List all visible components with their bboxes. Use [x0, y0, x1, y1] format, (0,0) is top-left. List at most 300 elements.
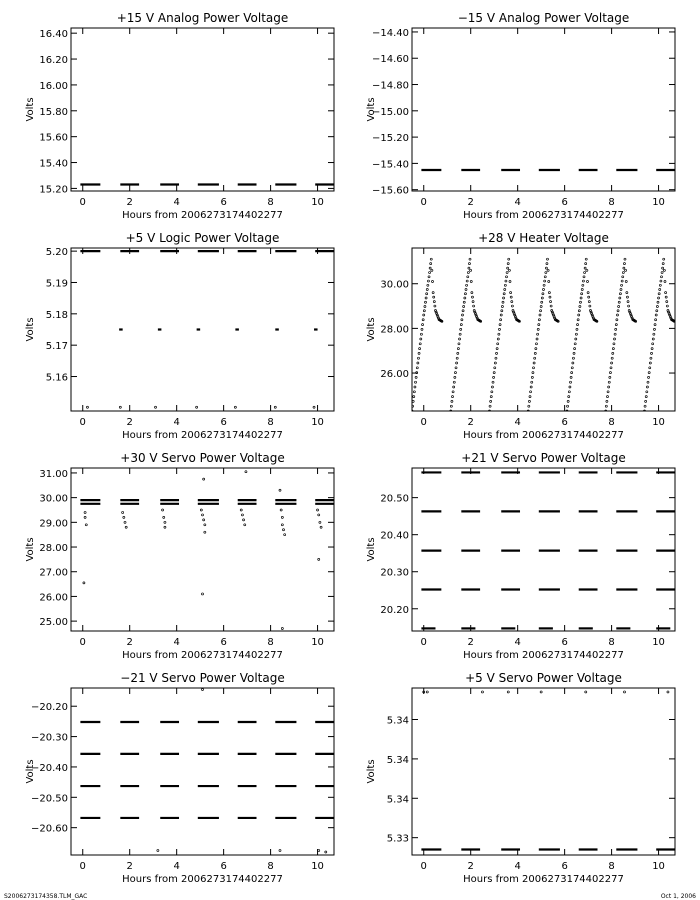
- y-tick-label: 20.30: [380, 567, 409, 579]
- x-tick-label: 6: [561, 861, 568, 872]
- data-point: [481, 691, 483, 693]
- data-point: [541, 297, 543, 299]
- x-tick-label: 4: [514, 417, 521, 428]
- data-point: [505, 280, 507, 282]
- x-tick-label: 8: [608, 637, 615, 648]
- data-point: [659, 289, 661, 291]
- x-tick-label: 8: [267, 861, 274, 872]
- data-point: [612, 352, 614, 354]
- data-point: [616, 314, 618, 316]
- data-point: [281, 524, 283, 526]
- data-point: [200, 509, 202, 511]
- y-tick-label: −15.40: [371, 159, 409, 171]
- data-point: [164, 526, 166, 528]
- data-point: [608, 381, 610, 383]
- data-point: [452, 396, 454, 398]
- y-tick-label: 30.00: [39, 493, 68, 505]
- data-point: [534, 352, 536, 354]
- y-tick-label: 5.34: [386, 794, 409, 806]
- data-point: [584, 272, 586, 274]
- data-point: [570, 381, 572, 383]
- data-point: [245, 471, 247, 473]
- data-point: [580, 297, 582, 299]
- data-point: [549, 296, 551, 298]
- data-point: [626, 296, 628, 298]
- chart-panel-3: [25, 231, 334, 441]
- data-point: [662, 267, 664, 269]
- x-tick-label: 4: [173, 197, 180, 208]
- y-tick-label: 5.34: [386, 715, 409, 727]
- x-tick-label: 4: [173, 417, 180, 428]
- data-point: [496, 352, 498, 354]
- plot-frame: [412, 248, 675, 411]
- data-point: [463, 306, 465, 308]
- data-point: [468, 267, 470, 269]
- y-tick-label: 26.00: [380, 369, 409, 381]
- data-point: [540, 691, 542, 693]
- data-point: [665, 296, 667, 298]
- data-point: [202, 593, 204, 595]
- y-axis-label: Volts: [366, 537, 377, 562]
- y-tick-label: 5.16: [45, 372, 68, 384]
- data-point: [202, 514, 204, 516]
- y-tick-label: 15.60: [39, 132, 68, 144]
- data-point: [452, 391, 454, 393]
- data-point: [577, 319, 579, 321]
- y-tick-label: 31.00: [39, 468, 68, 480]
- data-point: [572, 362, 574, 364]
- x-tick-label: 10: [311, 417, 324, 428]
- data-point: [582, 280, 584, 282]
- data-point: [533, 367, 535, 369]
- data-point: [533, 362, 535, 364]
- y-tick-label: 26.00: [39, 592, 68, 604]
- data-point: [589, 305, 591, 307]
- data-point: [281, 516, 283, 518]
- data-point: [605, 405, 607, 407]
- data-point: [644, 405, 646, 407]
- data-point: [457, 352, 459, 354]
- data-layer: [411, 258, 675, 412]
- data-point: [567, 400, 569, 402]
- data-point: [284, 534, 286, 536]
- data-point: [618, 301, 620, 303]
- y-tick-label: 5.34: [386, 754, 409, 766]
- y-axis-label: Volts: [25, 537, 36, 562]
- data-point: [584, 267, 586, 269]
- data-point: [511, 301, 513, 303]
- x-tick-label: 0: [420, 417, 427, 428]
- data-point: [320, 526, 322, 528]
- data-point: [507, 267, 509, 269]
- data-point: [652, 343, 654, 345]
- data-point: [162, 509, 164, 511]
- chart-title: −21 V Servo Power Voltage: [120, 671, 285, 685]
- data-point: [423, 310, 425, 312]
- data-point: [497, 338, 499, 340]
- chart-title: +5 V Logic Power Voltage: [125, 231, 280, 245]
- data-point: [471, 292, 473, 294]
- x-tick-label: 4: [173, 637, 180, 648]
- data-point: [454, 376, 456, 378]
- chart-title: +15 V Analog Power Voltage: [116, 11, 289, 25]
- data-point: [467, 272, 469, 274]
- data-point: [587, 292, 589, 294]
- data-layer: [80, 471, 334, 630]
- data-point: [313, 406, 315, 408]
- data-point: [653, 333, 655, 335]
- y-tick-label: 20.20: [380, 604, 409, 616]
- plot-frame: [412, 688, 675, 855]
- data-point: [535, 343, 537, 345]
- data-point: [657, 301, 659, 303]
- data-point: [585, 258, 587, 260]
- chart-panel-8: [366, 671, 675, 885]
- data-point: [609, 372, 611, 374]
- data-point: [585, 263, 587, 265]
- x-tick-label: 10: [652, 861, 665, 872]
- data-point: [537, 333, 539, 335]
- data-point: [494, 362, 496, 364]
- data-point: [280, 509, 282, 511]
- x-tick-label: 10: [311, 637, 324, 648]
- data-point: [164, 521, 166, 523]
- data-point: [429, 267, 431, 269]
- data-point: [157, 849, 159, 851]
- data-point: [656, 310, 658, 312]
- data-point: [283, 529, 285, 531]
- data-point: [664, 280, 666, 282]
- data-point: [425, 297, 427, 299]
- x-tick-label: 8: [267, 417, 274, 428]
- data-point: [491, 391, 493, 393]
- x-tick-label: 6: [220, 197, 227, 208]
- y-tick-label: −20.40: [30, 762, 68, 774]
- data-point: [528, 400, 530, 402]
- data-point: [651, 352, 653, 354]
- x-tick-label: 8: [608, 197, 615, 208]
- data-point: [496, 348, 498, 350]
- x-axis-label: Hours from 2006273174402277: [122, 210, 283, 221]
- data-point: [541, 301, 543, 303]
- data-point: [434, 305, 436, 307]
- y-tick-label: 20.40: [380, 530, 409, 542]
- chart-panel-7: [25, 671, 334, 885]
- data-point: [574, 343, 576, 345]
- data-point: [663, 269, 665, 271]
- data-point: [83, 582, 85, 584]
- data-point: [454, 372, 456, 374]
- data-point: [318, 849, 320, 851]
- data-point: [531, 381, 533, 383]
- data-point: [546, 258, 548, 260]
- data-point: [453, 386, 455, 388]
- data-point: [413, 396, 415, 398]
- x-tick-label: 10: [311, 861, 324, 872]
- x-axis-label: Hours from 2006273174402277: [463, 874, 624, 885]
- data-point: [84, 516, 86, 518]
- y-tick-label: 16.40: [39, 29, 68, 41]
- data-layer: [80, 689, 334, 853]
- x-tick-label: 0: [79, 197, 86, 208]
- x-axis-label: Hours from 2006273174402277: [463, 210, 624, 221]
- data-point: [243, 519, 245, 521]
- data-point: [507, 691, 509, 693]
- data-point: [545, 267, 547, 269]
- data-point: [578, 314, 580, 316]
- data-point: [539, 314, 541, 316]
- x-tick-label: 2: [467, 417, 474, 428]
- chart-title: +28 V Heater Voltage: [478, 231, 609, 245]
- y-axis-label: Volts: [25, 317, 36, 342]
- plot-frame: [412, 468, 675, 631]
- data-point: [125, 526, 127, 528]
- data-point: [424, 306, 426, 308]
- data-point: [582, 284, 584, 286]
- data-point: [650, 357, 652, 359]
- data-point: [645, 396, 647, 398]
- chart-panel-6: [366, 451, 675, 661]
- data-point: [612, 348, 614, 350]
- chart-title: +21 V Servo Power Voltage: [461, 451, 626, 465]
- data-point: [493, 372, 495, 374]
- data-point: [654, 324, 656, 326]
- data-point: [426, 691, 428, 693]
- data-point: [510, 296, 512, 298]
- data-point: [124, 521, 126, 523]
- x-tick-label: 10: [652, 197, 665, 208]
- plot-frame: [412, 28, 675, 191]
- data-point: [491, 386, 493, 388]
- data-point: [535, 348, 537, 350]
- footer-filename: S2006273174358.TLM_GAC: [4, 893, 88, 900]
- data-point: [530, 386, 532, 388]
- data-point: [508, 269, 510, 271]
- y-tick-label: −20.50: [30, 793, 68, 805]
- data-point: [494, 367, 496, 369]
- data-point: [427, 280, 429, 282]
- chart-panel-2: [366, 11, 675, 221]
- data-point: [568, 396, 570, 398]
- data-point: [574, 348, 576, 350]
- data-point: [465, 289, 467, 291]
- data-point: [625, 280, 627, 282]
- data-point: [607, 391, 609, 393]
- data-point: [451, 400, 453, 402]
- data-point: [647, 381, 649, 383]
- data-point: [456, 357, 458, 359]
- data-point: [319, 521, 321, 523]
- x-tick-label: 0: [420, 197, 427, 208]
- data-point: [583, 276, 585, 278]
- y-tick-label: −15.00: [371, 106, 409, 118]
- data-point: [279, 849, 281, 851]
- data-point: [318, 558, 320, 560]
- data-point: [509, 280, 511, 282]
- data-point: [578, 310, 580, 312]
- x-tick-label: 2: [467, 197, 474, 208]
- data-point: [511, 305, 513, 307]
- data-point: [660, 276, 662, 278]
- data-point: [577, 324, 579, 326]
- data-point: [469, 258, 471, 260]
- data-point: [461, 314, 463, 316]
- data-point: [498, 328, 500, 330]
- data-point: [666, 305, 668, 307]
- data-point: [620, 289, 622, 291]
- data-point: [581, 289, 583, 291]
- x-tick-label: 0: [79, 417, 86, 428]
- data-point: [538, 319, 540, 321]
- data-point: [550, 305, 552, 307]
- data-point: [86, 406, 88, 408]
- data-point: [572, 357, 574, 359]
- data-point: [203, 478, 205, 480]
- data-point: [240, 509, 242, 511]
- data-point: [432, 280, 434, 282]
- y-tick-label: 15.40: [39, 158, 68, 170]
- data-point: [646, 391, 648, 393]
- data-point: [456, 362, 458, 364]
- x-tick-label: 0: [420, 637, 427, 648]
- data-point: [586, 269, 588, 271]
- data-point: [618, 306, 620, 308]
- data-point: [501, 310, 503, 312]
- data-point: [420, 338, 422, 340]
- data-point: [467, 276, 469, 278]
- data-point: [621, 280, 623, 282]
- data-point: [432, 292, 434, 294]
- data-point: [579, 301, 581, 303]
- data-point: [655, 319, 657, 321]
- chart-title: −15 V Analog Power Voltage: [457, 11, 630, 25]
- data-point: [581, 293, 583, 295]
- chart-title: +30 V Servo Power Voltage: [120, 451, 285, 465]
- data-point: [623, 263, 625, 265]
- data-point: [460, 328, 462, 330]
- data-point: [430, 258, 432, 260]
- data-point: [503, 293, 505, 295]
- data-point: [428, 276, 430, 278]
- data-layer: [80, 251, 334, 408]
- data-point: [573, 352, 575, 354]
- data-point: [459, 333, 461, 335]
- data-point: [579, 306, 581, 308]
- footer-date: Oct 1, 2006: [660, 893, 696, 900]
- data-point: [615, 328, 617, 330]
- data-point: [662, 263, 664, 265]
- data-point: [418, 352, 420, 354]
- data-point: [616, 319, 618, 321]
- data-point: [614, 333, 616, 335]
- y-tick-label: 5.20: [45, 247, 68, 259]
- x-tick-label: 6: [220, 637, 227, 648]
- data-point: [501, 306, 503, 308]
- data-point: [419, 343, 421, 345]
- x-tick-label: 6: [561, 417, 568, 428]
- data-point: [506, 276, 508, 278]
- data-point: [492, 381, 494, 383]
- data-point: [544, 276, 546, 278]
- data-point: [502, 301, 504, 303]
- data-point: [658, 293, 660, 295]
- data-point: [617, 310, 619, 312]
- data-point: [495, 357, 497, 359]
- y-axis-label: Volts: [25, 97, 36, 122]
- data-point: [614, 338, 616, 340]
- data-point: [503, 297, 505, 299]
- y-tick-label: −15.20: [371, 133, 409, 145]
- data-point: [472, 301, 474, 303]
- data-point: [429, 272, 431, 274]
- x-tick-label: 10: [652, 417, 665, 428]
- y-tick-label: 5.19: [45, 278, 68, 290]
- x-tick-label: 8: [267, 637, 274, 648]
- data-point: [569, 386, 571, 388]
- data-point: [318, 514, 320, 516]
- data-point: [470, 269, 472, 271]
- x-tick-label: 2: [126, 861, 133, 872]
- data-point: [538, 324, 540, 326]
- data-point: [493, 376, 495, 378]
- data-point: [530, 391, 532, 393]
- data-point: [415, 381, 417, 383]
- y-tick-label: 25.00: [39, 617, 68, 629]
- data-point: [571, 372, 573, 374]
- x-tick-label: 6: [561, 637, 568, 648]
- data-point: [615, 324, 617, 326]
- data-point: [416, 367, 418, 369]
- data-point: [628, 305, 630, 307]
- data-point: [413, 391, 415, 393]
- data-point: [504, 284, 506, 286]
- plot-frame: [71, 248, 334, 411]
- y-tick-label: −20.60: [30, 823, 68, 835]
- x-axis-label: Hours from 2006273174402277: [122, 874, 283, 885]
- x-tick-label: 10: [652, 637, 665, 648]
- data-point: [422, 319, 424, 321]
- data-point: [585, 691, 587, 693]
- data-point: [461, 319, 463, 321]
- data-point: [497, 343, 499, 345]
- y-tick-label: 29.00: [39, 518, 68, 530]
- data-point: [588, 301, 590, 303]
- data-point: [431, 269, 433, 271]
- data-point: [661, 272, 663, 274]
- data-point: [464, 297, 466, 299]
- x-tick-label: 4: [514, 861, 521, 872]
- data-point: [619, 293, 621, 295]
- y-axis-label: Volts: [366, 759, 377, 784]
- data-point: [84, 511, 86, 513]
- data-point: [648, 372, 650, 374]
- data-point: [537, 328, 539, 330]
- data-point: [545, 272, 547, 274]
- data-point: [548, 280, 550, 282]
- data-point: [463, 301, 465, 303]
- chart-title: +5 V Servo Power Voltage: [465, 671, 622, 685]
- data-point: [498, 333, 500, 335]
- data-point: [459, 338, 461, 340]
- y-tick-label: 5.33: [386, 833, 409, 845]
- plot-frame: [71, 688, 334, 855]
- data-point: [412, 400, 414, 402]
- y-axis-label: Volts: [366, 97, 377, 122]
- data-point: [415, 376, 417, 378]
- data-point: [274, 406, 276, 408]
- data-point: [417, 357, 419, 359]
- y-tick-label: 27.00: [39, 567, 68, 579]
